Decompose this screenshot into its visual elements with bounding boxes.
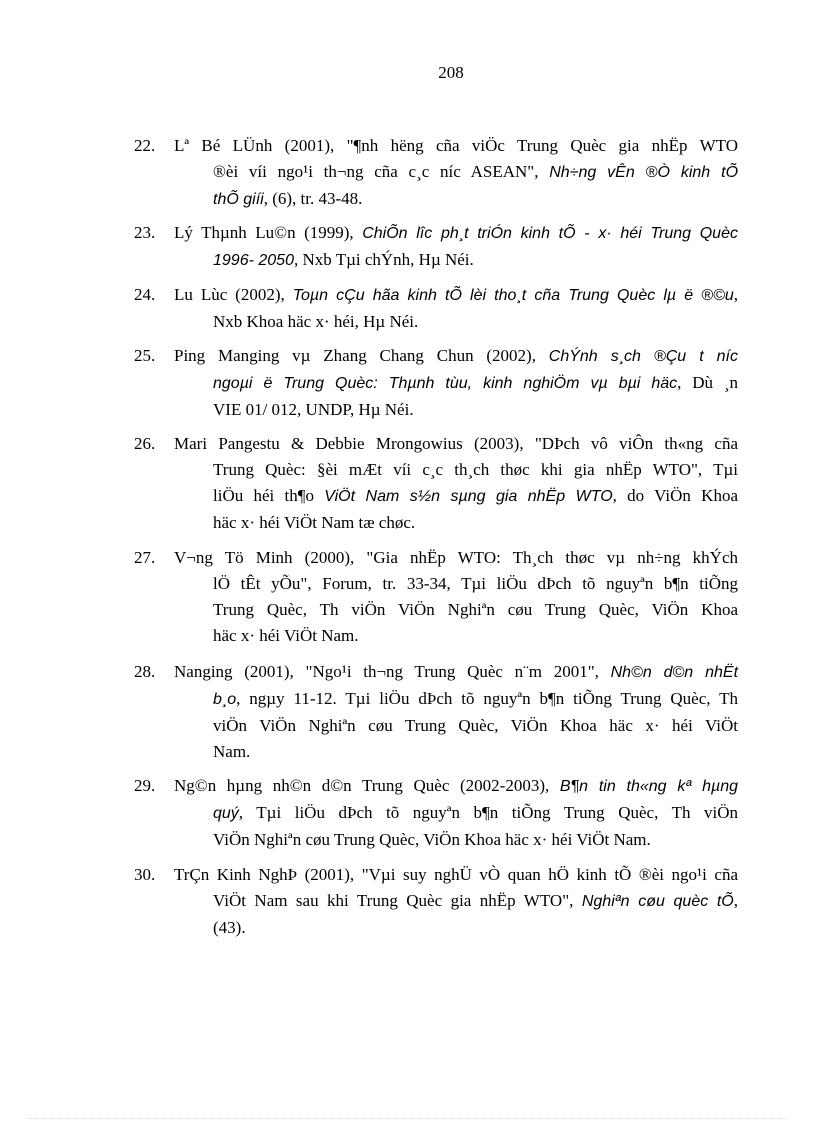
reference-number: 25. — [134, 346, 156, 365]
reference-number: 24. — [134, 285, 156, 304]
reference-line — [174, 483, 738, 510]
reference-line — [174, 739, 738, 765]
reference-line — [174, 282, 738, 309]
citation-text: Ping Manging vµ Zhang Chang Chun (2002), — [174, 346, 549, 365]
italic-title-text: quý — [213, 805, 239, 822]
reference-line — [174, 659, 738, 686]
reference-line — [174, 220, 738, 247]
reference-line — [174, 510, 738, 536]
reference-number: 27. — [134, 548, 156, 567]
citation-text: , Dù ¸n — [677, 373, 738, 392]
reference-line — [174, 545, 738, 571]
citation-text: Lª Bé LÜnh (2001), "¶nh hëng cña viÖc Trung Quèc gia nhËp WTO — [174, 136, 738, 155]
citation-text: lÖ tÊt yÕu", Forum, tr. 33-34, Tµi liÖu dÞch tõ nguyªn b¶n tiÕng — [213, 574, 738, 593]
reference-line — [174, 431, 738, 457]
page-bottom-divider — [28, 1118, 788, 1119]
citation-text: , Nxb Tµi chÝnh, Hµ Néi. — [293, 250, 474, 269]
reference-line — [174, 827, 738, 853]
reference-text — [174, 773, 738, 853]
citation-text: , ngµy 11-12. Tµi liÖu dÞch tõ nguyªn b¶n tiÕng Trung Quèc, Th — [236, 689, 738, 708]
citation-text: ViÖt Nam sau khi Trung Quèc gia nhËp WTO", — [213, 891, 582, 910]
reference-text — [174, 659, 738, 765]
citation-text: Ng©n hµng nh©n d©n Trung Quèc (2002-2003), — [174, 776, 560, 795]
reference-text — [174, 220, 738, 274]
citation-text: viÖn ViÖn Nghiªn cøu Trung Quèc, ViÖn Khoa häc x· héi ViÖt — [213, 716, 738, 735]
italic-title-text: Nh÷ng vÊn ®Ò kinh tÕ — [549, 164, 739, 181]
page-number: 208 — [438, 63, 464, 82]
reference-line — [174, 713, 738, 739]
citation-text: Trung Quèc: §èi mÆt víi c¸c th¸ch thøc khi gia nhËp WTO", Tµi — [213, 460, 738, 479]
reference-line — [174, 343, 738, 370]
reference-text — [174, 862, 738, 941]
citation-text: Nam. — [213, 742, 251, 761]
reference-line — [174, 597, 738, 623]
citation-text: , (6), tr. 43-48. — [263, 189, 363, 208]
reference-line — [174, 457, 738, 483]
citation-text: ®èi víi ngo¹i th¬ng cña c¸c níc ASEAN", — [213, 162, 550, 181]
citation-text: Trung Quèc, Th viÖn ViÖn Nghiªn cøu Trung Quèc, ViÖn Khoa — [213, 600, 738, 619]
reference-line — [174, 571, 738, 597]
reference-text — [174, 343, 738, 423]
citation-text: TrÇn Kinh NghÞ (2001), "Vµi suy nghÜ vÒ quan hÖ kinh tÕ ®èi ngo¹i cña — [174, 865, 738, 884]
reference-line — [174, 247, 738, 274]
reference-text — [174, 545, 738, 649]
citation-text: Nxb Khoa häc x· héi, Hµ Néi. — [213, 312, 419, 331]
reference-line — [174, 309, 738, 335]
reference-line — [174, 623, 738, 649]
italic-title-text: Toµn cÇu hãa kinh tÕ lèi tho¸t cña Trung Quèc lµ ë ®©u — [292, 287, 734, 304]
italic-title-text: B¶n tin th«ng kª hµng — [559, 778, 739, 795]
citation-text: Lý Thµnh Lu©n (1999), — [174, 223, 363, 242]
reference-line — [174, 397, 738, 423]
reference-text — [174, 431, 738, 536]
citation-text: häc x· héi ViÖt Nam tæ chøc. — [213, 513, 416, 532]
reference-number: 28. — [134, 662, 156, 681]
citation-text: häc x· héi ViÖt Nam. — [213, 626, 359, 645]
reference-text — [174, 282, 738, 335]
italic-title-text: ngoµi ë Trung Quèc: Thµnh tùu, kinh nghiÖm vµ bµi häc — [213, 375, 678, 392]
reference-line — [174, 133, 738, 159]
reference-line — [174, 773, 738, 800]
reference-line — [174, 370, 738, 397]
citation-text: , — [733, 285, 739, 304]
reference-line — [174, 915, 738, 941]
reference-number: 23. — [134, 223, 156, 242]
citation-text: (43). — [213, 918, 246, 937]
citation-text: Lu Lùc (2002), — [174, 285, 293, 304]
italic-title-text: ChiÕn lîc ph¸t triÓn kinh tÕ - x· héi Trung Quèc — [362, 225, 738, 242]
citation-text: Mari Pangestu & Debbie Mrongowius (2003), "DÞch vô viÔn th«ng cña — [174, 434, 738, 453]
reference-text — [174, 133, 738, 213]
italic-title-text: Nh©n d©n nhËt — [610, 664, 739, 681]
reference-line — [174, 800, 738, 827]
reference-line — [174, 186, 738, 213]
italic-title-text: thÕ giíi — [213, 191, 264, 208]
reference-line — [174, 888, 738, 915]
citation-text: Nanging (2001), "Ngo¹i th¬ng Trung Quèc n¨m 2001", — [174, 662, 611, 681]
reference-number: 22. — [134, 136, 156, 155]
citation-text: VIE 01/ 012, UNDP, Hµ Néi. — [213, 400, 414, 419]
citation-text: ViÖn Nghiªn cøu Trung Quèc, ViÖn Khoa häc x· héi ViÖt Nam. — [213, 830, 651, 849]
citation-text: liÖu héi th¶o — [213, 486, 325, 505]
citation-text: , Tµi liÖu dÞch tõ nguyªn b¶n tiÕng Trung Quèc, Th viÖn — [238, 803, 738, 822]
citation-text: , do ViÖn Khoa — [612, 486, 738, 505]
reference-line — [174, 862, 738, 888]
reference-number: 26. — [134, 434, 156, 453]
italic-title-text: 1996- 2050 — [213, 252, 294, 269]
italic-title-text: ViÖt Nam s½n sµng gia nhËp WTO — [324, 488, 613, 505]
reference-line — [174, 686, 738, 713]
reference-line — [174, 159, 738, 186]
italic-title-text: b¸o — [213, 691, 237, 708]
italic-title-text: Nghiªn cøu quèc tÕ — [581, 893, 734, 910]
italic-title-text: ChÝnh s¸ch ®Çu t níc — [548, 348, 738, 365]
reference-number: 30. — [134, 865, 156, 884]
citation-text: , — [733, 891, 738, 910]
reference-number: 29. — [134, 776, 156, 795]
citation-text: V¬ng Tö Minh (2000), "Gia nhËp WTO: Th¸ch thøc vµ nh÷ng khÝch — [174, 548, 738, 567]
